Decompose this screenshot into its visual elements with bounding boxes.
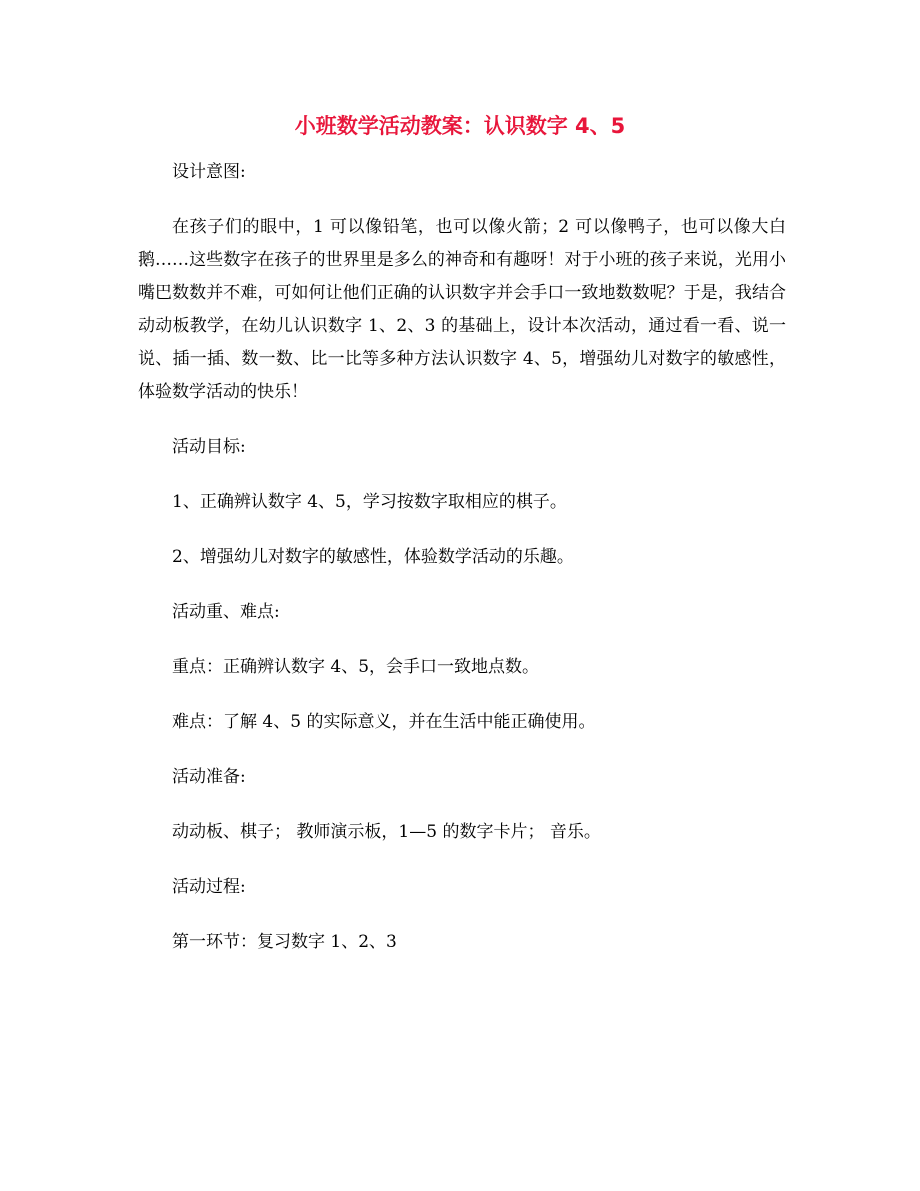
heading-key-difficult-points: 活动重、难点: <box>172 602 280 622</box>
difficult-point: 难点：了解 4、5 的实际意义，并在生活中能正确使用。 <box>172 712 596 732</box>
paragraph-design-intent: 在孩子们的眼中，1 可以像铅笔，也可以像火箭；2 可以像鸭子，也可以像大白鹅……这些数字在孩子的世界里是多么的神奇和有趣呀！对于小班的孩子来说，光用小嘴巴数数并不难，可如何让他们正确的认识数字并会手口一致地数数呢？于是，我结合动动板教学，在幼儿认识数字 1、2、3 的基础上，设计本次活动，通过看一看、说一说、插一插、数一数、比一比等多种方法认识数字 4、5，增强幼儿对数字的敏感性，体验数学活动的快乐！ <box>138 217 786 402</box>
goal-item-2: 2、增强幼儿对数字的敏感性，体验数学活动的乐趣。 <box>172 547 574 567</box>
goal-item-1: 1、正确辨认数字 4、5，学习按数字取相应的棋子。 <box>172 492 567 512</box>
heading-activity-preparation: 活动准备: <box>172 767 246 787</box>
heading-design-intent: 设计意图: <box>172 162 246 182</box>
document-title: 小班数学活动教案：认识数字 4、5 <box>294 114 626 138</box>
preparation-list: 动动板、棋子； 教师演示板，1—5 的数字卡片； 音乐。 <box>172 822 601 842</box>
process-step-1: 第一环节：复习数字 1、2、3 <box>172 932 397 952</box>
heading-activity-process: 活动过程: <box>172 877 246 897</box>
key-point: 重点：正确辨认数字 4、5，会手口一致地点数。 <box>172 657 540 677</box>
heading-activity-goals: 活动目标: <box>172 437 246 457</box>
document-body <box>138 156 786 981</box>
